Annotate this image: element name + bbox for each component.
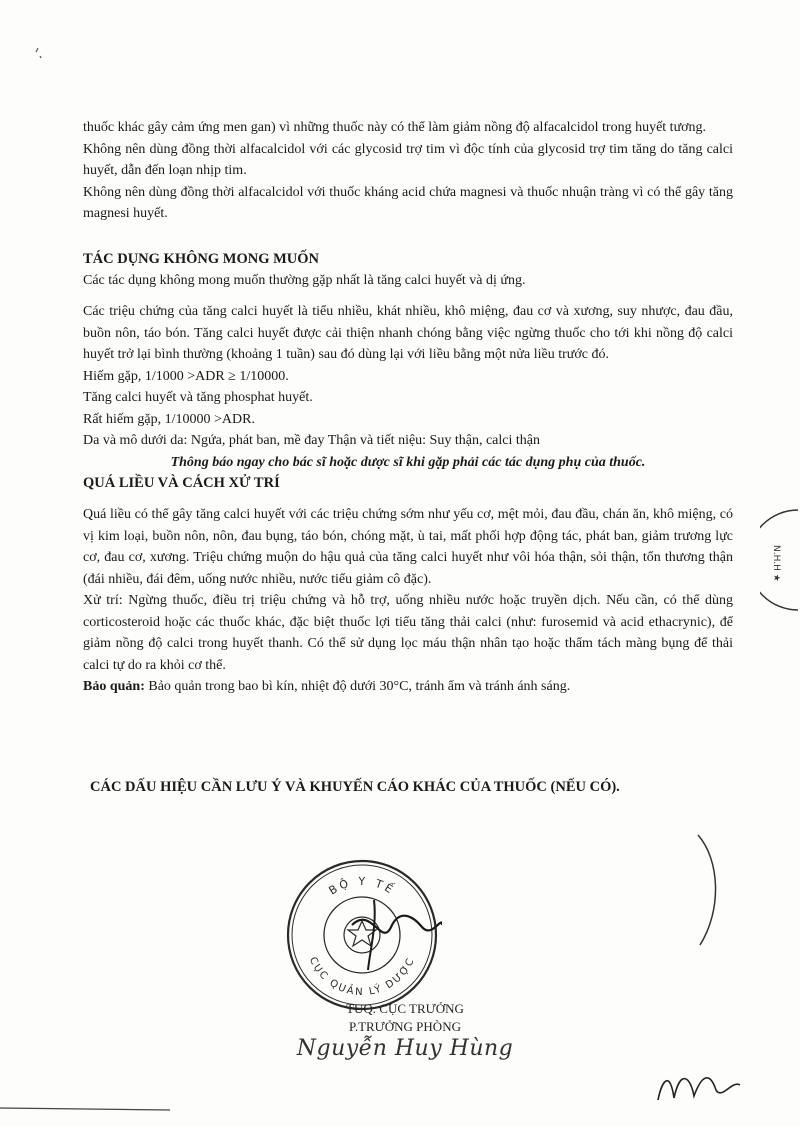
interaction-paragraph-2: Không nên dùng đồng thời alfacalcidol với các glycosid trợ tim vì độc tính của glycosid trợ tim tăng do tăng calci huyết, dẫn đến loạn nhịp tim.: [83, 141, 733, 178]
scan-line: [0, 1100, 200, 1120]
official-stamp: [282, 855, 442, 1015]
stamp-top-text: BỘ Y TẾ: [326, 874, 398, 898]
initials-icon: [650, 1060, 760, 1110]
side-effects-rare-detail: Tăng calci huyết và tăng phosphat huyết.: [83, 390, 313, 405]
side-effects-notice: Thông báo ngay cho bác sĩ hoặc dược sĩ khi gặp phải các tác dụng phụ của thuốc.: [170, 454, 646, 470]
overdose-heading: QUÁ LIỀU VÀ CÁCH XỬ TRÍ: [83, 475, 280, 491]
interaction-paragraph-1: thuốc khác gây cảm ứng men gan) vì những thuốc này có thể làm giảm nồng độ alfacalcidol trong huyết tương.: [83, 120, 707, 135]
margin-stamp-icon: [760, 505, 800, 615]
signatory-name: Nguyễn Huy Hùng: [296, 1036, 514, 1061]
signature-title: [295, 1000, 515, 1036]
storage-text: Bảo quản trong bao bì kín, nhiệt độ dưới 30°C, tránh ẩm và tránh ánh sáng.: [144, 679, 571, 694]
closing-heading: CÁC DẤU HIỆU CẦN LƯU Ý VÀ KHUYẾN CÁO KHÁC CỦA THUỐC (NẾU CÓ).: [90, 779, 620, 795]
signature-title-line-2: P.TRƯỞNG PHÒNG: [349, 1019, 461, 1034]
svg-text:N.H.H ★: N.H.H ★: [771, 545, 781, 582]
side-effects-symptoms: Các triệu chứng của tăng calci huyết là tiểu nhiều, khát nhiều, khô miệng, đau cơ và xương, suy nhược, đau đầu, buồn nôn, táo bón. Tăng calci huyết được cải thiện nhanh chóng bằng việc ngừng thuốc cho tới khi nồng độ calci huyết trở lại bình thường (khoảng 1 tuần) sau đó dùng lại với liều bằng một nửa liều trước đó.: [83, 304, 733, 362]
svg-text:BỘ Y TẾ: [327, 875, 398, 898]
storage-label: Bảo quản:: [83, 679, 145, 694]
margin-arc-icon: [690, 830, 730, 950]
signature-title-line-1: TUQ. CỤC TRƯỞNG: [346, 1001, 464, 1016]
document-body: [83, 117, 733, 698]
corner-mark: [28, 30, 58, 70]
storage-line: [83, 676, 733, 698]
side-effects-very-rare: Rất hiếm gặp, 1/10000 >ADR.: [83, 411, 255, 427]
overdose-symptoms: Quá liều có thể gây tăng calci huyết với các triệu chứng sớm như yếu cơ, mệt mỏi, đau đầu, chán ăn, khô miệng, có vị kim loại, buồn nôn, nôn, đau bụng, táo bón, chóng mặt, ù tai, mất phối hợp động tác, phát ban, giảm trương lực cơ, đau cơ, xương. Triệu chứng muộn do hậu quả của tăng calci huyết như vôi hóa thận, sỏi thận, tổn thương thận (đái nhiều, đái đêm, uống nước nhiều, nước tiểu giảm cô đặc).: [83, 507, 733, 587]
side-effects-heading: TÁC DỤNG KHÔNG MONG MUỐN: [83, 250, 320, 267]
stamp-bottom-text: CỤC QUẢN LÝ DƯỢC: [306, 955, 418, 999]
svg-text:CỤC QUẢN LÝ DƯỢC: [307, 955, 418, 998]
side-effects-common: Các tác dụng không mong muốn thường gặp nhất là tăng calci huyết và dị ứng.: [83, 272, 526, 288]
side-effects-very-rare-detail: Da và mô dưới da: Ngứa, phát ban, mề đay Thận và tiết niệu: Suy thận, calci thận: [83, 433, 540, 448]
side-effects-rare: Hiếm gặp, 1/1000 >ADR ≥ 1/10000.: [83, 368, 289, 384]
interaction-paragraph-3: Không nên dùng đồng thời alfacalcidol với thuốc kháng acid chứa magnesi và thuốc nhuận tràng vì có thể gây tăng magnesi huyết.: [83, 184, 733, 221]
overdose-treatment: Xử trí: Ngừng thuốc, điều trị triệu chứng và hỗ trợ, uống nhiều nước hoặc truyền dịch. Nếu cần, có thể dùng corticosteroid hoặc các thuốc khác, đặc biệt thuốc lợi tiểu tăng thải calci (như: furosemid và acid ethacrynic), để giảm nồng độ calci trong huyết thanh. Có thể sử dụng lọc máu thận nhân tạo hoặc thẩm tách màng bụng để thải calci tự do ra khỏi cơ thể.: [83, 593, 733, 673]
